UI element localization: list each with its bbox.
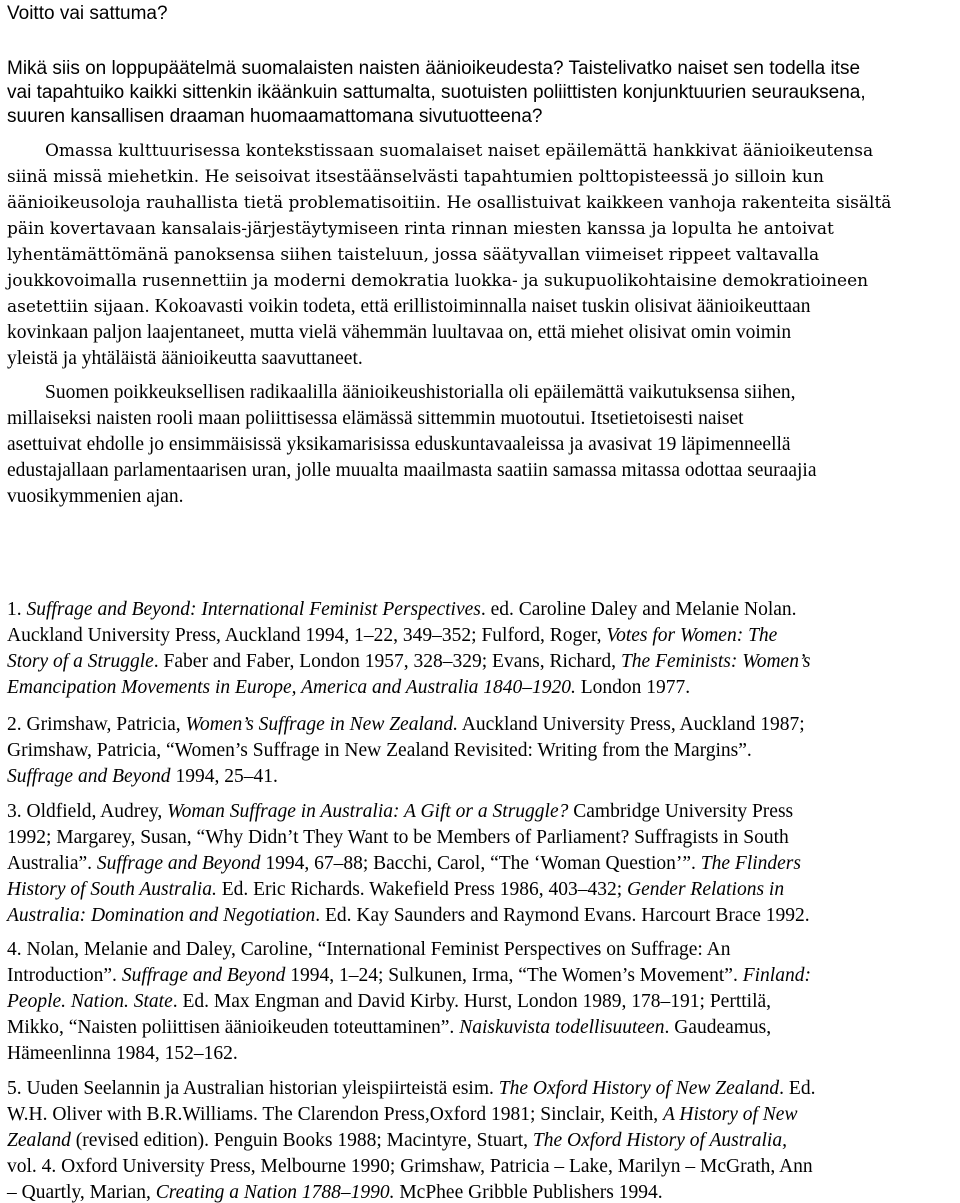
paragraph-line: kovinkaan paljon laajentaneet, mutta vielä vähemmän luultavaa on, että miehet olisivat omin voimin xyxy=(7,322,792,343)
footnote-title: The Oxford History of New Zealand xyxy=(498,1078,780,1099)
footnote-3 xyxy=(7,799,960,929)
paragraph-line: edustajallaan parlamentaarisen uran, jolle muualta maailmasta saatiin samassa mitassa odottaa seuraajia xyxy=(7,460,817,481)
footnote-title: A History of New xyxy=(662,1104,798,1125)
footnote-text: 3. Oldfield, Audrey, xyxy=(7,801,168,822)
footnote-1 xyxy=(7,597,960,701)
footnote-title: The Oxford History of Australia, xyxy=(532,1130,787,1151)
footnote-title: Suffrage and Beyond xyxy=(7,766,171,787)
paragraph-line: äänioikeusoloja rauhallista tietä problematisoitiin. xyxy=(7,193,442,213)
intro-line: suuren kansallisen draaman huomaamattomana sivutuotteena? xyxy=(7,106,543,127)
intro-paragraph xyxy=(7,57,958,129)
footnote-title: Naiskuvista todellisuuteen xyxy=(459,1017,665,1038)
footnote-text: W.H. Oliver with B.R.Williams. The Clarendon Press,Oxford 1981; Sinclair, Keith, xyxy=(7,1104,663,1125)
footnote-text: Auckland University Press, Auckland 1987; xyxy=(458,714,805,735)
paragraph-line: asettuivat ehdolle jo ensimmäisissä yksikamarisissa eduskuntavaaleissa ja avasivat 19 läpimenneellä xyxy=(7,434,791,455)
footnote-text: 2. Grimshaw, Patricia, xyxy=(7,714,186,735)
footnote-5 xyxy=(7,1076,960,1203)
intro-line: Mikä siis on loppupäätelmä suomalaisten naisten äänioikeudesta? Taistelivatko naiset sen todella itse xyxy=(7,58,861,79)
paragraph-line: millaiseksi naisten rooli maan poliittisessa elämässä sittemmin muotoutui. Itsetietoisesti naiset xyxy=(7,408,744,429)
intro-line: vai tapahtuiko kaikki sittenkin ikäänkuin sattumalta, suotuisten poliittisten konjunktuurien seurauksena, xyxy=(7,82,866,103)
footnote-text: 1994, 1–24; Sulkunen, Irma, “The Women’s Movement”. xyxy=(285,965,743,986)
footnote-text: Ed. Eric Richards. Wakefield Press 1986, 403–432; xyxy=(216,879,628,900)
footnote-text: . Ed. Kay Saunders and Raymond Evans. Harcourt Brace 1992. xyxy=(315,905,810,926)
footnote-title: Women’s Suffrage in New Zealand. xyxy=(185,714,458,735)
paragraph-line: Suomen poikkeuksellisen radikaalilla äänioikeushistorialla oli epäilemättä vaikutuksensa siihen, xyxy=(45,382,796,403)
footnote-text: 1994, 25–41. xyxy=(170,766,278,787)
footnote-text: McPhee Gribble Publishers 1994. xyxy=(394,1182,663,1203)
footnote-text: Grimshaw, Patricia, “Women’s Suffrage in New Zealand Revisited: Writing from the Margins”. xyxy=(7,740,752,761)
footnote-2 xyxy=(7,712,960,790)
footnote-text: (revised edition). Penguin Books 1988; Macintyre, Stuart, xyxy=(70,1130,533,1151)
footnote-text: Auckland University Press, Auckland 1994, 1–22, 349–352; Fulford, Roger, xyxy=(7,625,607,646)
footnote-text: Australia”. xyxy=(7,853,97,874)
footnote-text: Mikko, “Naisten poliittisen äänioikeuden toteuttaminen”. xyxy=(7,1017,460,1038)
footnote-title: Story of a Struggle xyxy=(7,651,154,672)
footnote-text: vol. 4. Oxford University Press, Melbourne 1990; Grimshaw, Patricia – Lake, Marilyn – McGrath, Ann xyxy=(7,1156,813,1177)
paragraph-line: joukkovoimalla rusennettiin ja moderni demokratia luokka- ja sukupuolikohtaisine demokratioineen xyxy=(7,271,869,291)
paragraph-sentence: He seisoivat itsestäänselvästi tapahtumien polttopisteessä jo silloin kun xyxy=(199,167,824,187)
footnote-text: . Ed. xyxy=(779,1078,816,1099)
body-paragraph-1 xyxy=(7,138,958,372)
footnote-title: Creating a Nation 1788–1990. xyxy=(155,1182,395,1203)
footnote-text: – Quartly, Marian, xyxy=(7,1182,156,1203)
footnote-title: Suffrage and Beyond: International Feminist Perspectives xyxy=(26,599,481,620)
body-paragraph-2 xyxy=(7,380,958,510)
footnote-text: London 1977. xyxy=(575,677,691,698)
footnote-text: 1992; Margarey, Susan, “Why Didn’t They Want to be Members of Parliament? Suffragists in South xyxy=(7,827,789,848)
footnote-title: Finland: xyxy=(742,965,811,986)
footnote-title: Gender Relations in xyxy=(627,879,785,900)
paragraph-line: asetettiin sijaan. xyxy=(7,297,150,317)
title-text: Voitto vai sattuma? xyxy=(7,3,168,24)
paragraph-line: siinä missä miehetkin. xyxy=(7,167,200,187)
footnote-text: . Faber and Faber, London 1957, 328–329; Evans, Richard, xyxy=(153,651,621,672)
footnote-text: Introduction”. xyxy=(7,965,122,986)
footnote-title: Zealand xyxy=(7,1130,71,1151)
footnote-title: The Feminists: Women’s xyxy=(620,651,811,672)
footnote-title: Suffrage and Beyond xyxy=(96,853,261,874)
footnote-4 xyxy=(7,937,960,1067)
paragraph-line: lyhentämättömänä panoksensa siihen taisteluun, jossa säätyvallan viimeiset rippeet valtavalla xyxy=(7,245,820,265)
footnote-text: 1994, 67–88; Bacchi, Carol, “The ‘Woman Question’”. xyxy=(260,853,701,874)
paragraph-line: päin kovertavaan kansalais-järjestäytymiseen rinta rinnan miesten kanssa ja lopulta he antoivat xyxy=(7,219,834,239)
footnote-title: Woman Suffrage in Australia: A Gift or a Struggle? xyxy=(167,801,569,822)
paragraph-line: vuosikymmenien ajan. xyxy=(7,486,184,507)
footnote-text: Hämeenlinna 1984, 152–162. xyxy=(7,1043,238,1064)
section-title xyxy=(7,2,958,26)
footnote-text: . Ed. Max Engman and David Kirby. Hurst, London 1989, 178–191; Perttilä, xyxy=(172,991,772,1012)
paragraph-sentence: Kokoavasti voikin todeta, että erillistoiminnalla naiset tuskin olisivat äänioikeuttaan xyxy=(149,296,811,317)
footnote-text: . Gaudeamus, xyxy=(664,1017,772,1038)
footnote-title: History of South Australia. xyxy=(7,879,217,900)
footnote-text: . ed. Caroline Daley and Melanie Nolan. xyxy=(480,599,797,620)
footnote-title: Suffrage and Beyond xyxy=(121,965,286,986)
footnote-text: 1. xyxy=(7,599,27,620)
footnote-title: Emancipation Movements in Europe, America and Australia 1840–1920. xyxy=(7,677,576,698)
footnote-text: Cambridge University Press xyxy=(568,801,794,822)
paragraph-line: yleistä ja yhtäläistä äänioikeutta saavuttaneet. xyxy=(7,348,363,369)
footnote-title: The Flinders xyxy=(700,853,801,874)
footnote-text: 4. Nolan, Melanie and Daley, Caroline, “International Feminist Perspectives on Suffrage: An xyxy=(7,939,731,960)
paragraph-line: Omassa kulttuurisessa kontekstissaan suomalaiset naiset epäilemättä hankkivat äänioikeutensa xyxy=(45,141,874,161)
footnote-title: People. Nation. State xyxy=(7,991,173,1012)
footnote-title: Votes for Women: The xyxy=(606,625,778,646)
paragraph-sentence: He osallistuivat kaikkeen vanhoja rakenteita sisältä xyxy=(441,193,892,213)
footnote-text: 5. Uuden Seelannin ja Australian historian yleispiirteistä esim. xyxy=(7,1078,499,1099)
footnote-title: Australia: Domination and Negotiation xyxy=(7,905,316,926)
